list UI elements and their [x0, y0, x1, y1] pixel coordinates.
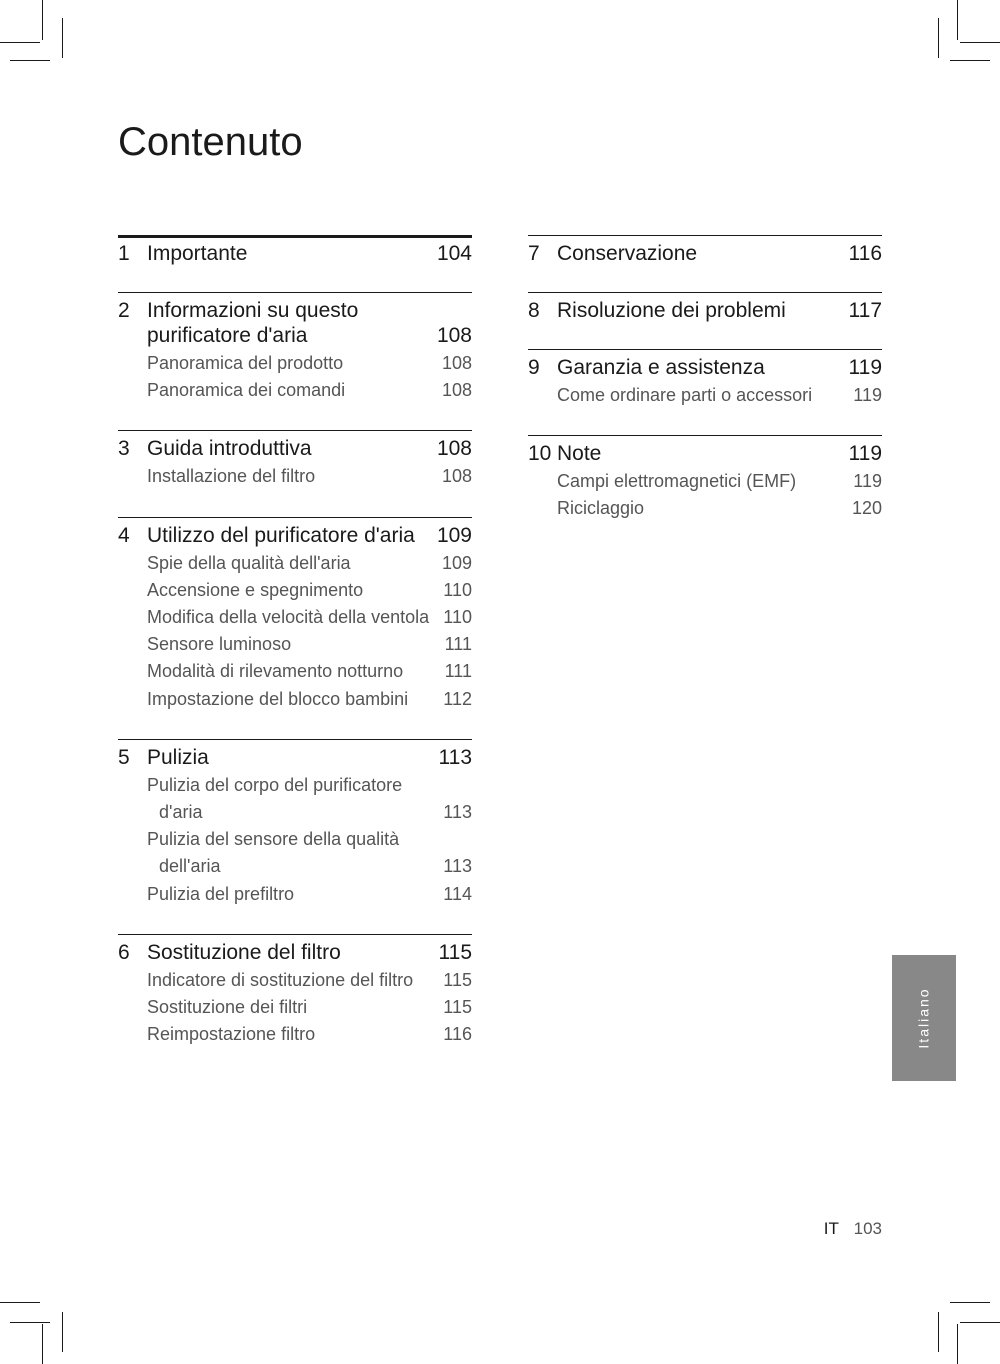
toc-entry-list: [118, 772, 472, 908]
footer-language: IT: [823, 1219, 839, 1238]
chapter-title: Note: [557, 442, 602, 466]
entry-page: 111: [444, 634, 472, 655]
toc-chapter[interactable]: [528, 355, 882, 380]
toc-entry[interactable]: [118, 350, 472, 377]
toc-entry[interactable]: [118, 577, 472, 604]
crop-mark: [950, 60, 990, 61]
chapter-page: 113: [438, 745, 472, 769]
toc-left-column: [118, 235, 472, 1074]
toc-entry[interactable]: [118, 604, 472, 631]
toc-entry-list: [528, 468, 882, 522]
chapter-page: 119: [848, 356, 882, 379]
toc-chapter[interactable]: [118, 298, 472, 348]
toc-entry-list: [118, 463, 472, 490]
entry-title: Panoramica del prodotto: [147, 353, 344, 373]
entry-title: Sensore luminoso: [147, 634, 292, 655]
toc-entry[interactable]: [118, 686, 472, 713]
entry-title: Sostituzione dei filtri: [147, 997, 308, 1018]
chapter-title: Utilizzo del purificatore d'aria: [147, 523, 415, 547]
toc-section: [118, 934, 472, 1075]
entry-title: Installazione del filtro: [147, 466, 316, 487]
entry-page: 108: [441, 353, 472, 373]
language-tab: [892, 955, 956, 1081]
entry-title: Come ordinare parti o accessori: [557, 385, 813, 405]
entry-page: 110: [443, 579, 472, 600]
chapter-page: 108: [436, 437, 472, 461]
toc-chapter[interactable]: [528, 441, 882, 466]
crop-mark: [960, 42, 1000, 43]
entry-page: 108: [441, 380, 472, 401]
chapter-number: 1: [118, 242, 130, 265]
entry-title: Spie della qualità dell'aria: [147, 552, 351, 573]
toc-entry[interactable]: [118, 772, 472, 826]
chapter-page: 108: [436, 324, 472, 347]
toc-entry[interactable]: [118, 658, 472, 685]
toc-chapter[interactable]: [118, 436, 472, 461]
chapter-page: 116: [848, 242, 882, 265]
chapter-title: Conservazione: [557, 242, 698, 265]
language-tab-label: Italiano: [916, 987, 932, 1049]
page-footer: [824, 1219, 882, 1239]
chapter-title: Informazioni su questo purificatore d'aria: [147, 299, 359, 347]
entry-page: 115: [443, 969, 472, 990]
entry-page: 120: [851, 498, 882, 519]
chapter-title: Importante: [147, 242, 248, 265]
toc-chapter[interactable]: [528, 298, 882, 323]
crop-mark: [957, 0, 958, 40]
entry-page: 113: [443, 802, 472, 823]
toc-entry[interactable]: [528, 382, 882, 409]
entry-title: Riciclaggio: [557, 498, 645, 519]
toc-section: [528, 235, 882, 292]
chapter-number: 2: [118, 299, 130, 322]
toc-chapter[interactable]: [118, 523, 472, 548]
toc-section: [118, 430, 472, 516]
entry-page: 114: [443, 883, 472, 904]
toc-chapter[interactable]: [118, 940, 472, 965]
toc-chapter[interactable]: [118, 745, 472, 770]
crop-mark: [0, 42, 40, 43]
chapter-page: 117: [848, 299, 882, 322]
toc-entry-list: [118, 350, 472, 404]
entry-page: 113: [443, 856, 472, 877]
toc-chapter[interactable]: [528, 241, 882, 266]
entry-title: Modalità di rilevamento notturno: [147, 661, 404, 682]
page-number: 103: [853, 1219, 882, 1238]
toc-entry-list: [118, 550, 472, 713]
page-title: Contenuto: [118, 120, 303, 164]
entry-title: Pulizia del sensore della qualità dell'aria: [147, 829, 400, 877]
toc-entry[interactable]: [118, 881, 472, 908]
toc-entry[interactable]: [118, 377, 472, 404]
chapter-number: 4: [118, 523, 130, 547]
toc-entry[interactable]: [118, 994, 472, 1021]
crop-mark: [938, 18, 939, 58]
chapter-page: 109: [436, 523, 472, 547]
toc-section: [118, 292, 472, 430]
chapter-number: 5: [118, 745, 130, 769]
entry-page: 115: [443, 997, 472, 1018]
toc-chapter[interactable]: [118, 241, 472, 266]
entry-page: 108: [441, 466, 472, 487]
chapter-number: 9: [528, 356, 540, 379]
toc-entry[interactable]: [118, 463, 472, 490]
toc-section: [528, 435, 882, 548]
entry-title: Impostazione del blocco bambini: [147, 688, 409, 709]
crop-mark: [938, 1312, 939, 1352]
entry-page: 110: [443, 607, 472, 628]
toc-entry[interactable]: [118, 967, 472, 994]
entry-page: 112: [443, 688, 472, 709]
crop-mark: [62, 18, 63, 58]
toc-entry[interactable]: [118, 631, 472, 658]
entry-title: Accensione e spegnimento: [147, 579, 364, 600]
crop-mark: [42, 1324, 43, 1364]
toc-right-column: [528, 235, 882, 549]
entry-page: 116: [443, 1024, 472, 1045]
entry-title: Campi elettromagnetici (EMF): [557, 471, 797, 492]
toc-entry[interactable]: [118, 826, 472, 880]
chapter-title: Risoluzione dei problemi: [557, 299, 786, 322]
crop-mark: [42, 0, 43, 40]
toc-section: [118, 517, 472, 739]
toc-section: [528, 292, 882, 349]
crop-mark: [960, 1322, 1000, 1323]
chapter-title: Guida introduttiva: [147, 437, 312, 461]
toc-entry[interactable]: [118, 1021, 472, 1048]
chapter-number: 7: [528, 242, 540, 265]
entry-title: Pulizia del prefiltro: [147, 883, 295, 904]
crop-mark: [62, 1312, 63, 1352]
crop-mark: [957, 1324, 958, 1364]
toc-entry-list: [528, 382, 882, 409]
toc-entry[interactable]: [528, 468, 882, 495]
chapter-title: Sostituzione del filtro: [147, 940, 341, 964]
entry-title: Modifica della velocità della ventola: [147, 607, 430, 628]
crop-mark: [0, 1302, 40, 1303]
toc-entry[interactable]: [528, 495, 882, 522]
entry-title: Pulizia del corpo del purificatore d'aria: [147, 774, 403, 823]
entry-title: Reimpostazione filtro: [147, 1024, 316, 1045]
chapter-page: 104: [436, 242, 472, 265]
toc-entry[interactable]: [118, 550, 472, 577]
entry-title: Panoramica dei comandi: [147, 380, 346, 401]
chapter-page: 115: [438, 940, 472, 964]
crop-mark: [10, 1322, 50, 1323]
toc-section: [118, 739, 472, 934]
entry-page: 119: [853, 385, 882, 405]
chapter-number: 8: [528, 299, 540, 322]
chapter-page: 119: [848, 442, 882, 466]
chapter-number: 10: [528, 442, 552, 466]
toc-section: [118, 235, 472, 292]
crop-mark: [10, 60, 50, 61]
toc-entry-list: [118, 967, 472, 1049]
entry-page: 109: [441, 552, 472, 573]
toc-section: [528, 349, 882, 435]
chapter-title: Garanzia e assistenza: [557, 356, 765, 379]
chapter-title: Pulizia: [147, 745, 209, 769]
chapter-number: 3: [118, 437, 130, 461]
entry-page: 111: [444, 661, 472, 682]
entry-title: Indicatore di sostituzione del filtro: [147, 969, 414, 990]
entry-page: 119: [853, 471, 882, 492]
crop-mark: [950, 1302, 990, 1303]
chapter-number: 6: [118, 940, 130, 964]
